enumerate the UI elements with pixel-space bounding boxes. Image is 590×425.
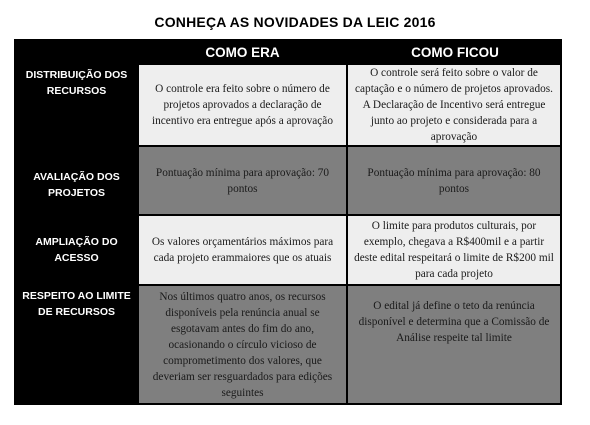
table-cell-before: Pontuação mínima para aprovação: 70 pontos (139, 147, 346, 214)
table-cell-after: Pontuação mínima para aprovação: 80 pontos (348, 147, 560, 214)
column-header-after: COMO FICOU (411, 44, 499, 60)
row-label: AVALIAÇÃO DOS PROJETOS (33, 171, 120, 199)
table-cell-after: O limite para produtos culturais, por exemplo, chegava a R$400mil e a partir deste edital respeitará o limite de R$200 mil para cada projeto (348, 216, 560, 284)
table-cell-after: O controle será feito sobre o valor de captação e o número de projetos aprovados. A Declaração de Incentivo será entregue junto ao projeto e considerada para a aprovação (348, 65, 560, 145)
table-cell-before: Os valores orçamentários máximos para cada projeto erammaiores que os atuais (139, 216, 346, 284)
table-cell-before: Nos últimos quatro anos, os recursos disponíveis pela renúncia anual se esgotavam antes do fim do ano, ocasionando o círculo vicioso de comprometimento dos valores, que deveriam ser resguardados para edições seguintes (139, 286, 346, 403)
page-title: CONHEÇA AS NOVIDADES DA LEIC 2016 (154, 14, 436, 30)
table-cell-before: O controle era feito sobre o número de projetos aprovados a declaração de incentivo era entregue após a aprovação (139, 65, 346, 145)
row-label: RESPEITO AO LIMITE DE RECURSOS (22, 290, 131, 318)
row-label: DISTRIBUIÇÃO DOS RECURSOS (25, 69, 128, 97)
table-cell-after: O edital já define o teto da renúncia disponível e determina que a Comissão de Análise respeite tal limite (348, 286, 560, 403)
column-header-before: COMO ERA (205, 44, 280, 60)
row-label: AMPLIAÇÃO DO ACESSO (35, 236, 118, 264)
comparison-table (14, 39, 562, 405)
